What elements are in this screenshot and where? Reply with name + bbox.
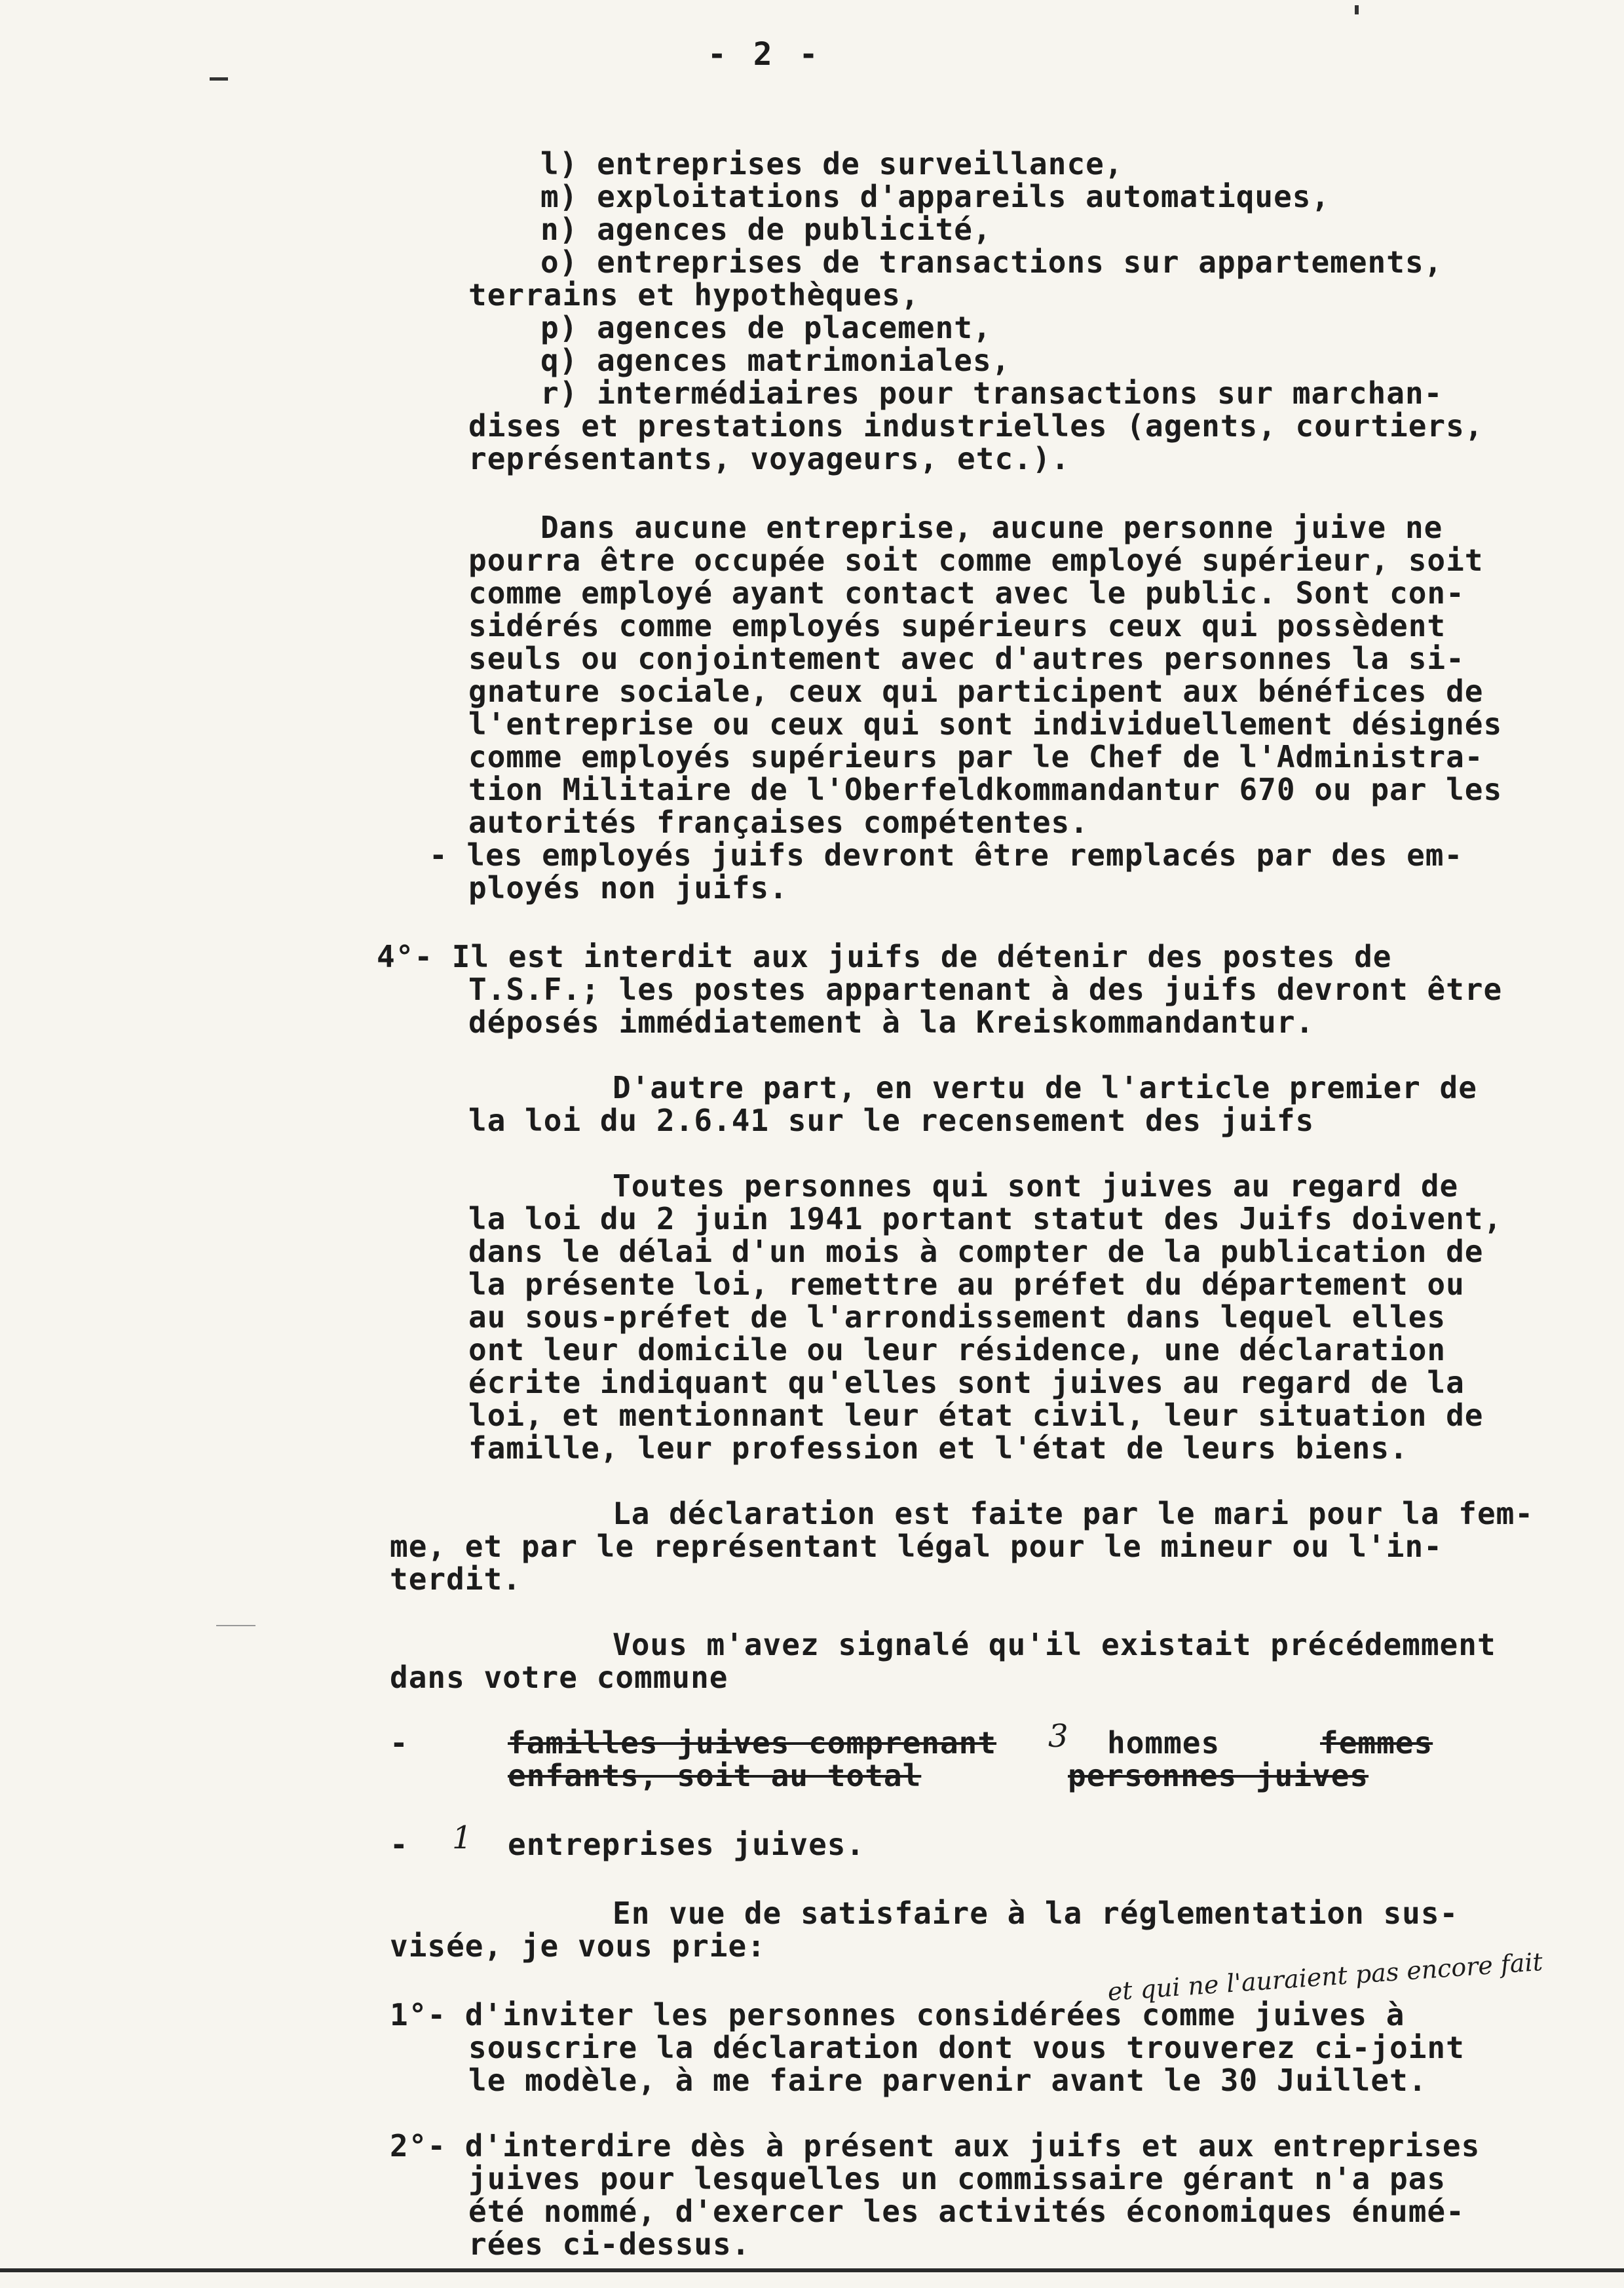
paragraph-line: ont leur domicile ou leur résidence, une déclaration bbox=[468, 1332, 1446, 1367]
paragraph-line: la loi du 2 juin 1941 portant statut des Juifs doivent, bbox=[468, 1201, 1503, 1236]
struck-text: enfants, soit au total bbox=[508, 1758, 922, 1793]
page-number: - 2 - bbox=[708, 36, 822, 73]
paragraph-line: la loi du 2.6.41 sur le recensement des juifs bbox=[468, 1103, 1315, 1138]
paragraph-line: me, et par le représentant légal pour le mineur ou l'in- bbox=[390, 1529, 1443, 1564]
list-line: représentants, voyageurs, etc.). bbox=[468, 441, 1070, 476]
list-dash: - bbox=[390, 1725, 409, 1761]
paragraph-line: terdit. bbox=[390, 1561, 521, 1597]
handwritten-note: et qui ne l'auraient pas encore fait bbox=[1106, 1947, 1544, 2007]
paragraph-line: Toutes personnes qui sont juives au regard de bbox=[613, 1168, 1459, 1204]
paragraph-line: comme employé ayant contact avec le public. Sont con- bbox=[468, 575, 1465, 611]
list-dash: - bbox=[390, 1827, 409, 1862]
paragraph-line: écrite indiquant qu'elles sont juives au regard de la bbox=[468, 1365, 1465, 1400]
paragraph-line: famille, leur profession et l'état de leurs biens. bbox=[468, 1430, 1408, 1466]
page-bottom-rule bbox=[0, 2268, 1624, 2272]
scan-speck bbox=[1355, 5, 1359, 14]
scan-speck bbox=[210, 77, 228, 81]
list-line: r) intermédiaires pour transactions sur marchan- bbox=[540, 375, 1443, 411]
paragraph-line: ployés non juifs. bbox=[468, 870, 788, 906]
paragraph-line: visée, je vous prie: bbox=[390, 1928, 766, 1964]
paragraph-line: dans le délai d'un mois à compter de la publication de bbox=[468, 1234, 1484, 1269]
paragraph-line: la présente loi, remettre au préfet du département ou bbox=[468, 1267, 1465, 1302]
list-line: dises et prestations industrielles (agents, courtiers, bbox=[468, 408, 1484, 444]
list-line: n) agences de publicité, bbox=[540, 212, 992, 247]
list-line: q) agences matrimoniales, bbox=[540, 343, 1011, 378]
item-4-line: T.S.F.; les postes appartenant à des juifs devront être bbox=[468, 972, 1503, 1007]
item-2-line: juives pour lesquelles un commissaire gérant n'a pas bbox=[468, 2161, 1446, 2196]
item-4-line: déposés immédiatement à la Kreiskommandantur. bbox=[468, 1004, 1315, 1040]
struck-text: familles juives comprenant bbox=[508, 1725, 997, 1761]
item-4-line: 4°- Il est interdit aux juifs de détenir des postes de bbox=[377, 939, 1392, 974]
list-line: l) entreprises de surveillance, bbox=[540, 146, 1124, 181]
list-line: terrains et hypothèques, bbox=[468, 277, 920, 313]
list-line: o) entreprises de transactions sur appartements, bbox=[540, 244, 1443, 280]
item-1-line: souscrire la déclaration dont vous trouverez ci-joint bbox=[468, 2030, 1465, 2065]
paragraph-line: l'entreprise ou ceux qui sont individuellement désignés bbox=[468, 706, 1503, 742]
item-2-line: été nommé, d'exercer les activités économiques énumé- bbox=[468, 2194, 1465, 2229]
paragraph-line: dans votre commune bbox=[390, 1660, 728, 1695]
handwritten-count: 1 bbox=[452, 1820, 473, 1856]
struck-text: femmes bbox=[1320, 1725, 1433, 1761]
familles-hommes: hommes bbox=[1107, 1725, 1220, 1761]
item-2-line: 2°- d'interdire dès à présent aux juifs et aux entreprises bbox=[390, 2128, 1481, 2164]
paragraph-line: La déclaration est faite par le mari pour la fem- bbox=[613, 1496, 1534, 1531]
paragraph-line: En vue de satisfaire à la réglementation sus- bbox=[613, 1896, 1459, 1931]
paragraph-line: Dans aucune entreprise, aucune personne juive ne bbox=[540, 510, 1443, 545]
paragraph-line: - les employés juifs devront être remplacés par des em- bbox=[429, 837, 1463, 873]
paragraph-line: gnature sociale, ceux qui participent aux bénéfices de bbox=[468, 674, 1484, 709]
entreprises-label: entreprises juives. bbox=[508, 1827, 865, 1862]
item-1-line: 1°- d'inviter les personnes considérées comme juives à bbox=[390, 1997, 1405, 2032]
paragraph-line: tion Militaire de l'Oberfeldkommandantur 670 ou par les bbox=[468, 772, 1503, 807]
paragraph-line: pourra être occupée soit comme employé supérieur, soit bbox=[468, 543, 1484, 578]
paragraph-line: sidérés comme employés supérieurs ceux qui possèdent bbox=[468, 608, 1446, 643]
paragraph-line: autorités françaises compétentes. bbox=[468, 805, 1089, 840]
paragraph-line: Vous m'avez signalé qu'il existait précédemment bbox=[613, 1627, 1496, 1662]
paragraph-line: D'autre part, en vertu de l'article premier de bbox=[613, 1070, 1477, 1105]
paragraph-line: seuls ou conjointement avec d'autres personnes la si- bbox=[468, 641, 1465, 676]
paragraph-line: loi, et mentionnant leur état civil, leur situation de bbox=[468, 1398, 1484, 1433]
paragraph-line: au sous-préfet de l'arrondissement dans lequel elles bbox=[468, 1299, 1446, 1335]
scan-speck bbox=[216, 1625, 255, 1626]
list-line: m) exploitations d'appareils automatiques, bbox=[540, 179, 1331, 214]
item-2-line: rées ci-dessus. bbox=[468, 2226, 751, 2262]
paragraph-line: comme employés supérieurs par le Chef de l'Administra- bbox=[468, 739, 1484, 774]
handwritten-count: 3 bbox=[1048, 1718, 1069, 1755]
item-1-line: le modèle, à me faire parvenir avant le 30 Juillet. bbox=[468, 2063, 1427, 2098]
list-line: p) agences de placement, bbox=[540, 310, 992, 345]
struck-text: personnes juives bbox=[1068, 1758, 1369, 1793]
